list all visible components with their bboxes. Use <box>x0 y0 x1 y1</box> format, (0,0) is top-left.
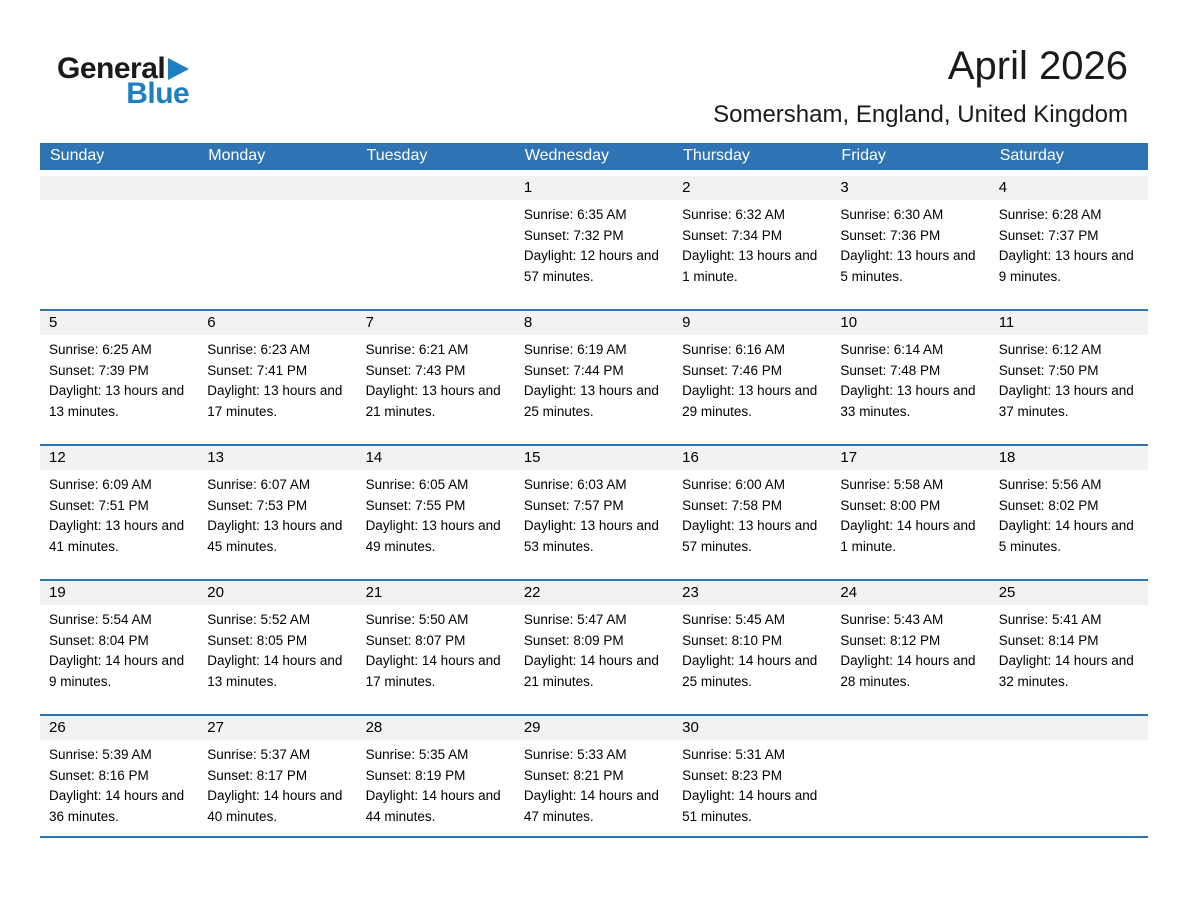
sunset-text: Sunset: 8:05 PM <box>207 632 308 648</box>
weekday-header-saturday: Saturday <box>999 147 1064 164</box>
date-number: 11 <box>990 311 1148 335</box>
daylight-text: Daylight: 13 hours and 45 minutes. <box>207 518 343 554</box>
day-info <box>673 605 831 701</box>
day-cell-1 <box>515 176 673 296</box>
day-info <box>990 470 1148 566</box>
date-number: 3 <box>831 176 989 200</box>
day-cell-3 <box>831 176 989 296</box>
day-cell-26 <box>40 716 198 836</box>
daylight-text: Daylight: 13 hours and 1 minute. <box>682 248 818 284</box>
sunset-text: Sunset: 7:58 PM <box>682 497 782 513</box>
sunrise-text: Sunrise: 6:25 AM <box>49 342 152 358</box>
sunrise-text: Sunrise: 6:07 AM <box>207 477 311 493</box>
daylight-text: Daylight: 14 hours and 9 minutes. <box>49 653 185 689</box>
day-cell-23 <box>673 581 831 701</box>
day-info <box>198 335 356 431</box>
day-info <box>515 470 673 566</box>
day-cell-27 <box>198 716 356 836</box>
sunset-text: Sunset: 7:37 PM <box>998 227 1099 243</box>
date-number: 16 <box>673 446 831 470</box>
sunset-text: Sunset: 7:46 PM <box>682 362 782 378</box>
day-cell-11 <box>990 311 1148 431</box>
daylight-text: Daylight: 13 hours and 21 minutes. <box>365 383 501 419</box>
day-info <box>990 335 1148 431</box>
sunset-text: Sunset: 8:00 PM <box>840 497 941 513</box>
sunrise-text: Sunrise: 6:32 AM <box>682 207 785 222</box>
date-number: 22 <box>515 581 673 605</box>
date-number: 6 <box>198 311 356 335</box>
date-number <box>198 176 356 200</box>
day-info <box>990 200 1148 296</box>
date-number: 10 <box>831 311 989 335</box>
day-info <box>673 335 831 431</box>
sunrise-text: Sunrise: 5:33 AM <box>523 747 627 763</box>
date-number: 30 <box>673 716 831 740</box>
sunrise-text: Sunrise: 6:03 AM <box>523 477 627 493</box>
date-number: 4 <box>990 176 1148 200</box>
day-cell-24 <box>831 581 989 701</box>
day-cell-12 <box>40 446 198 566</box>
sunrise-text: Sunrise: 5:54 AM <box>49 612 152 628</box>
day-cell-21 <box>357 581 515 701</box>
day-cell-8 <box>515 311 673 431</box>
day-cell-14 <box>357 446 515 566</box>
date-number: 5 <box>40 311 198 335</box>
daylight-text: Daylight: 13 hours and 37 minutes. <box>998 383 1134 419</box>
sunset-text: Sunset: 8:10 PM <box>682 632 782 648</box>
day-info <box>40 740 198 836</box>
day-cell-17 <box>831 446 989 566</box>
day-cell-10 <box>831 311 989 431</box>
weekday-header-wednesday: Wednesday <box>524 147 610 164</box>
daylight-text: Daylight: 14 hours and 1 minute. <box>840 518 976 554</box>
day-info <box>40 335 198 431</box>
sunrise-text: Sunrise: 6:12 AM <box>998 342 1102 358</box>
date-number: 9 <box>673 311 831 335</box>
sunrise-text: Sunrise: 5:50 AM <box>365 612 469 628</box>
date-number: 23 <box>673 581 831 605</box>
daylight-text: Daylight: 14 hours and 21 minutes. <box>523 653 659 689</box>
day-cell-empty <box>40 176 198 296</box>
sunset-text: Sunset: 7:41 PM <box>207 362 308 378</box>
sunrise-text: Sunrise: 5:58 AM <box>840 477 944 493</box>
sunset-text: Sunset: 7:34 PM <box>682 227 782 243</box>
sunset-text: Sunset: 7:32 PM <box>523 227 624 243</box>
day-cell-18 <box>990 446 1148 566</box>
day-cell-5 <box>40 311 198 431</box>
page-header <box>0 0 1188 139</box>
daylight-text: Daylight: 13 hours and 57 minutes. <box>682 518 818 554</box>
sunrise-text: Sunrise: 6:35 AM <box>523 207 627 222</box>
sunset-text: Sunset: 8:09 PM <box>523 632 624 648</box>
day-info <box>357 335 515 431</box>
day-info <box>673 470 831 566</box>
daylight-text: Daylight: 13 hours and 29 minutes. <box>682 383 818 419</box>
day-cell-20 <box>198 581 356 701</box>
day-info <box>198 605 356 701</box>
daylight-text: Daylight: 14 hours and 17 minutes. <box>365 653 501 689</box>
generalblue-logo <box>57 52 189 111</box>
day-cell-19 <box>40 581 198 701</box>
sunset-text: Sunset: 8:16 PM <box>49 767 149 783</box>
day-info <box>990 740 1148 828</box>
sunset-text: Sunset: 8:04 PM <box>49 632 149 648</box>
day-info <box>515 605 673 701</box>
daylight-text: Daylight: 14 hours and 51 minutes. <box>682 788 818 824</box>
day-cell-13 <box>198 446 356 566</box>
day-cell-empty <box>990 716 1148 836</box>
sunset-text: Sunset: 8:02 PM <box>998 497 1099 513</box>
day-info <box>198 200 356 288</box>
date-number: 2 <box>673 176 831 200</box>
daylight-text: Daylight: 13 hours and 41 minutes. <box>49 518 185 554</box>
week-row-1 <box>40 176 1148 296</box>
sunrise-text: Sunrise: 5:31 AM <box>682 747 785 763</box>
day-info <box>673 740 831 836</box>
page-title: April 2026 <box>947 44 1128 88</box>
day-info <box>831 605 989 701</box>
day-cell-6 <box>198 311 356 431</box>
date-number: 15 <box>515 446 673 470</box>
daylight-text: Daylight: 14 hours and 25 minutes. <box>682 653 818 689</box>
day-cell-29 <box>515 716 673 836</box>
sunrise-text: Sunrise: 5:43 AM <box>840 612 944 628</box>
daylight-text: Daylight: 14 hours and 32 minutes. <box>998 653 1134 689</box>
daylight-text: Daylight: 13 hours and 9 minutes. <box>998 248 1134 284</box>
sunset-text: Sunset: 7:44 PM <box>523 362 624 378</box>
date-number: 25 <box>990 581 1148 605</box>
date-number <box>831 716 989 740</box>
sunset-text: Sunset: 7:48 PM <box>840 362 941 378</box>
day-cell-16 <box>673 446 831 566</box>
date-number: 20 <box>198 581 356 605</box>
daylight-text: Daylight: 13 hours and 13 minutes. <box>49 383 185 419</box>
sunrise-text: Sunrise: 6:14 AM <box>840 342 944 358</box>
sunrise-text: Sunrise: 6:16 AM <box>682 342 785 358</box>
daylight-text: Daylight: 14 hours and 13 minutes. <box>207 653 343 689</box>
sunset-text: Sunset: 7:55 PM <box>365 497 466 513</box>
day-info <box>831 335 989 431</box>
day-info <box>515 335 673 431</box>
sunset-text: Sunset: 7:36 PM <box>840 227 941 243</box>
date-number: 27 <box>198 716 356 740</box>
sunrise-text: Sunrise: 6:30 AM <box>840 207 944 222</box>
sunset-text: Sunset: 7:51 PM <box>49 497 149 513</box>
date-number: 12 <box>40 446 198 470</box>
date-number: 17 <box>831 446 989 470</box>
day-info <box>831 740 989 828</box>
day-cell-9 <box>673 311 831 431</box>
day-info <box>40 200 198 288</box>
daylight-text: Daylight: 13 hours and 53 minutes. <box>523 518 659 554</box>
sunrise-text: Sunrise: 6:05 AM <box>365 477 469 493</box>
week-row-3 <box>40 444 1148 566</box>
day-info <box>40 605 198 701</box>
weekday-header-friday: Friday <box>841 147 886 164</box>
day-info <box>198 740 356 836</box>
day-cell-7 <box>357 311 515 431</box>
date-number <box>357 176 515 200</box>
sunset-text: Sunset: 8:17 PM <box>207 767 308 783</box>
sunset-text: Sunset: 7:57 PM <box>523 497 624 513</box>
date-number: 8 <box>515 311 673 335</box>
weekday-header-sunday: Sunday <box>50 147 105 164</box>
week-row-2 <box>40 309 1148 431</box>
sunset-text: Sunset: 7:39 PM <box>49 362 149 378</box>
sunrise-text: Sunrise: 6:09 AM <box>49 477 152 493</box>
date-number: 24 <box>831 581 989 605</box>
sunrise-text: Sunrise: 6:19 AM <box>523 342 627 358</box>
day-info <box>357 470 515 566</box>
sunrise-text: Sunrise: 5:56 AM <box>998 477 1102 493</box>
date-number <box>40 176 198 200</box>
day-cell-4 <box>990 176 1148 296</box>
date-number: 7 <box>357 311 515 335</box>
day-cell-empty <box>198 176 356 296</box>
sunset-text: Sunset: 8:12 PM <box>840 632 941 648</box>
sunrise-text: Sunrise: 5:45 AM <box>682 612 785 628</box>
weekday-header-tuesday: Tuesday <box>366 147 428 164</box>
weekday-header-row <box>40 143 1148 170</box>
page-subtitle: Somersham, England, United Kingdom <box>713 101 1128 128</box>
daylight-text: Daylight: 14 hours and 28 minutes. <box>840 653 976 689</box>
sunset-text: Sunset: 8:21 PM <box>523 767 624 783</box>
day-cell-30 <box>673 716 831 836</box>
sunrise-text: Sunrise: 5:47 AM <box>523 612 627 628</box>
sunrise-text: Sunrise: 6:00 AM <box>682 477 785 493</box>
day-cell-empty <box>831 716 989 836</box>
daylight-text: Daylight: 14 hours and 40 minutes. <box>207 788 343 824</box>
day-info <box>990 605 1148 701</box>
day-cell-28 <box>357 716 515 836</box>
date-number: 14 <box>357 446 515 470</box>
day-cell-25 <box>990 581 1148 701</box>
day-info <box>515 200 673 296</box>
day-info <box>357 605 515 701</box>
logo-blue-text: Blue <box>126 77 190 110</box>
date-number: 13 <box>198 446 356 470</box>
sunrise-text: Sunrise: 5:37 AM <box>207 747 311 763</box>
day-info <box>831 470 989 566</box>
day-info <box>831 200 989 296</box>
calendar-table <box>40 143 1148 838</box>
sunrise-text: Sunrise: 5:41 AM <box>998 612 1102 628</box>
daylight-text: Daylight: 12 hours and 57 minutes. <box>523 248 659 284</box>
sunset-text: Sunset: 8:23 PM <box>682 767 782 783</box>
sunrise-text: Sunrise: 5:39 AM <box>49 747 152 763</box>
date-number: 18 <box>990 446 1148 470</box>
week-row-5 <box>40 714 1148 836</box>
day-info <box>198 470 356 566</box>
daylight-text: Daylight: 14 hours and 36 minutes. <box>49 788 185 824</box>
sunset-text: Sunset: 7:43 PM <box>365 362 466 378</box>
daylight-text: Daylight: 13 hours and 49 minutes. <box>365 518 501 554</box>
daylight-text: Daylight: 13 hours and 25 minutes. <box>523 383 659 419</box>
sunrise-text: Sunrise: 6:28 AM <box>998 207 1102 222</box>
sunset-text: Sunset: 7:53 PM <box>207 497 308 513</box>
calendar-weeks <box>40 176 1148 838</box>
daylight-text: Daylight: 14 hours and 5 minutes. <box>998 518 1134 554</box>
sunrise-text: Sunrise: 5:35 AM <box>365 747 469 763</box>
title-block <box>713 44 1128 129</box>
weekday-header-thursday: Thursday <box>683 147 750 164</box>
day-cell-15 <box>515 446 673 566</box>
date-number: 26 <box>40 716 198 740</box>
sunrise-text: Sunrise: 6:21 AM <box>365 342 469 358</box>
sunrise-text: Sunrise: 5:52 AM <box>207 612 311 628</box>
date-number: 28 <box>357 716 515 740</box>
sunrise-text: Sunrise: 6:23 AM <box>207 342 311 358</box>
day-info <box>357 200 515 288</box>
daylight-text: Daylight: 14 hours and 47 minutes. <box>523 788 659 824</box>
day-cell-22 <box>515 581 673 701</box>
date-number <box>990 716 1148 740</box>
day-info <box>40 470 198 566</box>
daylight-text: Daylight: 13 hours and 5 minutes. <box>840 248 976 284</box>
day-cell-2 <box>673 176 831 296</box>
date-number: 19 <box>40 581 198 605</box>
sunset-text: Sunset: 8:07 PM <box>365 632 466 648</box>
date-number: 21 <box>357 581 515 605</box>
daylight-text: Daylight: 14 hours and 44 minutes. <box>365 788 501 824</box>
weekday-header-monday: Monday <box>208 147 266 164</box>
sunset-text: Sunset: 8:19 PM <box>365 767 466 783</box>
date-number: 29 <box>515 716 673 740</box>
day-cell-empty <box>357 176 515 296</box>
day-info <box>515 740 673 836</box>
date-number: 1 <box>515 176 673 200</box>
day-info <box>673 200 831 296</box>
sunset-text: Sunset: 7:50 PM <box>998 362 1099 378</box>
day-info <box>357 740 515 836</box>
sunset-text: Sunset: 8:14 PM <box>998 632 1099 648</box>
daylight-text: Daylight: 13 hours and 17 minutes. <box>207 383 343 419</box>
daylight-text: Daylight: 13 hours and 33 minutes. <box>840 383 976 419</box>
week-row-4 <box>40 579 1148 701</box>
logo-general-text: General <box>57 52 166 85</box>
